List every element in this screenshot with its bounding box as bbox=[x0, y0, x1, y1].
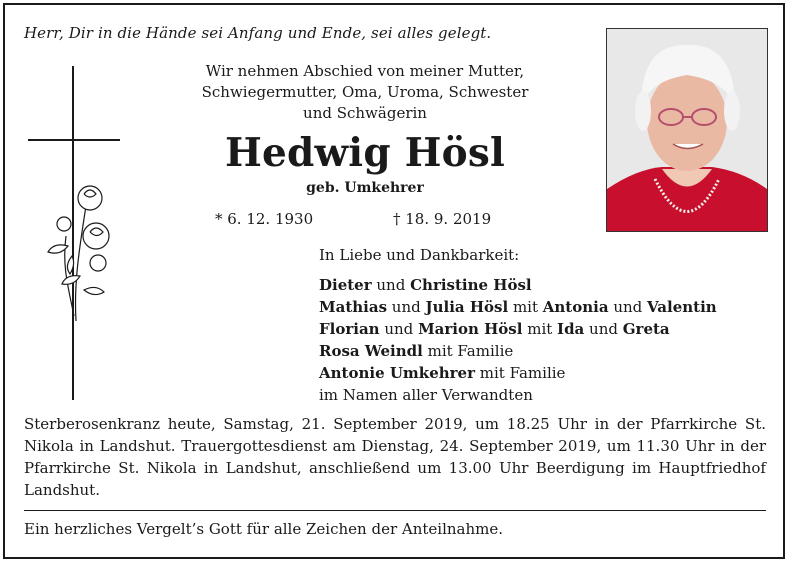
connector-text: mit bbox=[508, 298, 543, 316]
mourner-name: Ida bbox=[557, 320, 585, 338]
connector-text: mit Familie bbox=[422, 342, 514, 360]
mourner-line: im Namen aller Verwandten bbox=[319, 386, 533, 404]
closing-thanks: Ein herzliches Vergelt’s Gott für alle Zeichen der Anteilnahme. bbox=[24, 520, 504, 538]
connector-text: und bbox=[608, 298, 648, 316]
mourners-list bbox=[319, 274, 717, 406]
death-date: † 18. 9. 2019 bbox=[393, 210, 492, 228]
divider bbox=[24, 510, 766, 511]
mourner-name: Marion Hösl bbox=[418, 320, 523, 338]
portrait-photo bbox=[606, 28, 768, 232]
maiden-name: geb. Umkehrer bbox=[306, 180, 424, 196]
mourner-name: Valentin bbox=[647, 298, 717, 316]
mourner-line bbox=[319, 274, 717, 296]
connector-text: und bbox=[371, 276, 411, 294]
mourner-name: Mathias bbox=[319, 298, 388, 316]
mourner-name: Antonia bbox=[542, 298, 609, 316]
portrait-image bbox=[607, 29, 767, 231]
birth-date: * 6. 12. 1930 bbox=[215, 210, 314, 228]
mourner-name: Dieter bbox=[319, 276, 372, 294]
intro-text bbox=[140, 61, 590, 124]
mourner-line bbox=[319, 362, 717, 384]
connector-text: mit bbox=[522, 320, 558, 338]
connector-text: und bbox=[387, 298, 426, 316]
mourner-line bbox=[319, 296, 717, 318]
mourner-name: Greta bbox=[622, 320, 670, 338]
connector-text: mit Familie bbox=[475, 364, 566, 382]
cross-with-roses-icon bbox=[28, 66, 128, 400]
intro-line: Wir nehmen Abschied von meiner Mutter, bbox=[205, 62, 525, 80]
intro-line: und Schwägerin bbox=[303, 104, 427, 122]
connector-text: und bbox=[379, 320, 419, 338]
funeral-notice bbox=[24, 413, 766, 501]
mourner-name: Antonie Umkehrer bbox=[319, 364, 475, 382]
connector-text: und bbox=[584, 320, 623, 338]
funeral-notice-text: Sterberosenkranz heute, Samstag, 21. September 2019, um 18.25 Uhr in der Pfarrkirche St. Nikola in Landshut. Trauergottesdienst am Dienstag, 24. September 2019, um 11.30 Uhr in der Pfarrkirche St. Nikola in Landshut, anschließend um 13.00 Uhr Beerdigung im Hauptfriedhof Landshut. bbox=[24, 415, 766, 499]
thanks-heading: In Liebe und Dankbarkeit: bbox=[319, 246, 520, 264]
mourner-line bbox=[319, 340, 717, 362]
mourner-name: Christine Hösl bbox=[410, 276, 532, 294]
intro-line: Schwiegermutter, Oma, Uroma, Schwester bbox=[201, 83, 529, 101]
mourner-line bbox=[319, 318, 717, 340]
deceased-name: Hedwig Hösl bbox=[225, 130, 505, 176]
mourner-name: Florian bbox=[319, 320, 380, 338]
mourner-name: Rosa Weindl bbox=[319, 342, 423, 360]
mourner-name: Julia Hösl bbox=[425, 298, 509, 316]
motto: Herr, Dir in die Hände sei Anfang und Ende, sei alles gelegt. bbox=[24, 24, 492, 42]
